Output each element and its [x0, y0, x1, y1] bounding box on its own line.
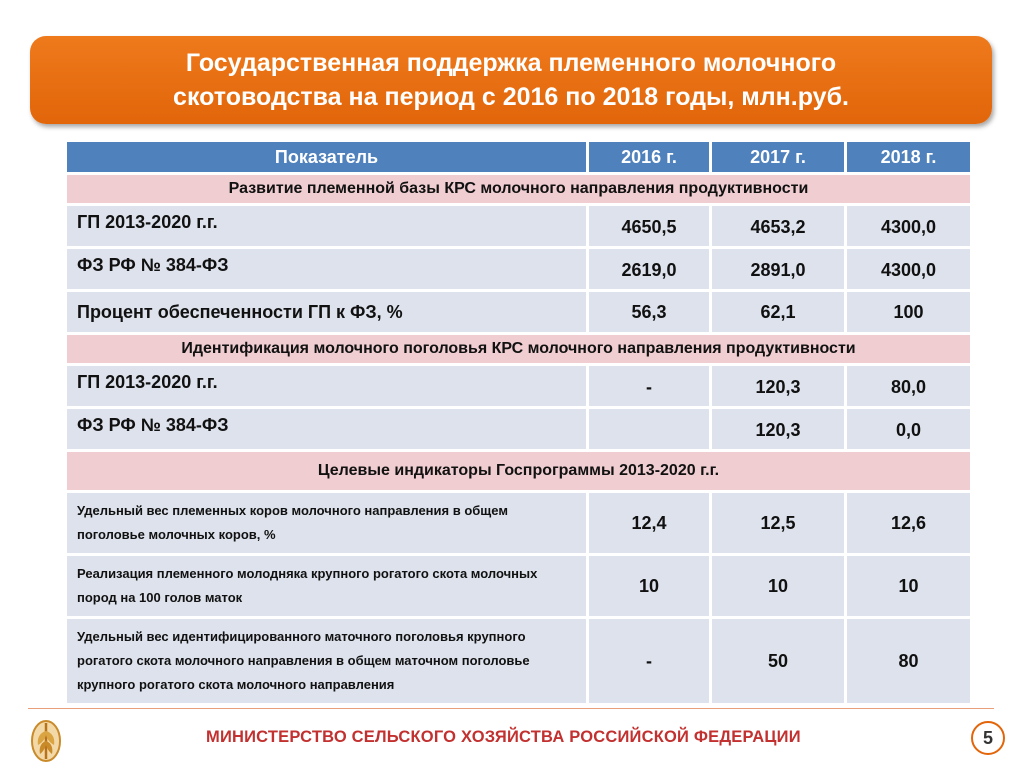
section-heading: Развитие племенной базы КРС молочного направления продуктивности: [67, 175, 970, 203]
row-value-2018: 12,6: [847, 493, 970, 553]
row-value-2017: 120,3: [712, 366, 844, 406]
table-header-row: [67, 142, 970, 172]
row-value-2018: 100: [847, 292, 970, 332]
header-2018: 2018 г.: [847, 142, 970, 172]
row-label: Реализация племенного молодняка крупного рогатого скота молочных пород на 100 голов маток: [67, 556, 586, 616]
row-value-2017: 50: [712, 619, 844, 703]
ministry-emblem-icon: [24, 713, 68, 765]
table-row: [67, 366, 970, 406]
table-row: [67, 292, 970, 332]
row-value-2018: 4300,0: [847, 249, 970, 289]
row-value-2017: 4653,2: [712, 206, 844, 246]
row-value-2018: 0,0: [847, 409, 970, 449]
section-heading: Целевые индикаторы Госпрограммы 2013-2020 г.г.: [67, 452, 970, 490]
row-value-2018: 10: [847, 556, 970, 616]
row-value-2018: 4300,0: [847, 206, 970, 246]
table-row: [67, 409, 970, 449]
row-value-2016: [589, 409, 709, 449]
support-table: [64, 139, 973, 706]
header-indicator: Показатель: [67, 142, 586, 172]
section-heading-row: [67, 335, 970, 363]
row-label: Удельный вес идентифицированного маточного поголовья крупного рогатого скота молочного направления в общем маточном поголовье крупного рогатого скота молочного направления: [67, 619, 586, 703]
header-2016: 2016 г.: [589, 142, 709, 172]
row-label: Удельный вес племенных коров молочного направления в общем поголовье молочных коров, %: [67, 493, 586, 553]
table-row: [67, 556, 970, 616]
row-value-2017: 2891,0: [712, 249, 844, 289]
row-label: ГП 2013-2020 г.г.: [67, 366, 586, 406]
row-label: Процент обеспеченности ГП к ФЗ, %: [67, 292, 586, 332]
section-heading: Идентификация молочного поголовья КРС молочного направления продуктивности: [67, 335, 970, 363]
row-value-2016: -: [589, 366, 709, 406]
page-number-badge: 5: [971, 721, 1005, 755]
table-row: [67, 249, 970, 289]
row-value-2016: 2619,0: [589, 249, 709, 289]
footer-divider: [28, 708, 994, 709]
row-value-2016: -: [589, 619, 709, 703]
row-value-2016: 56,3: [589, 292, 709, 332]
row-value-2017: 12,5: [712, 493, 844, 553]
row-label: ФЗ РФ № 384-ФЗ: [67, 249, 586, 289]
row-value-2018: 80,0: [847, 366, 970, 406]
table-row: [67, 619, 970, 703]
row-value-2016: 4650,5: [589, 206, 709, 246]
row-value-2017: 10: [712, 556, 844, 616]
table-row: [67, 206, 970, 246]
section-heading-row: [67, 452, 970, 490]
row-label: ГП 2013-2020 г.г.: [67, 206, 586, 246]
slide-title-line-1: Государственная поддержка племенного молочного: [185, 49, 837, 77]
footer-ministry-name: МИНИСТЕРСТВО СЕЛЬСКОГО ХОЗЯЙСТВА РОССИЙСКОЙ ФЕДЕРАЦИИ: [206, 728, 801, 746]
section-heading-row: [67, 175, 970, 203]
row-value-2018: 80: [847, 619, 970, 703]
row-value-2016: 10: [589, 556, 709, 616]
row-value-2017: 62,1: [712, 292, 844, 332]
slide-title: [30, 36, 992, 124]
slide-title-line-2: скотоводства на период с 2016 по 2018 годы, млн.руб.: [173, 83, 849, 111]
row-label: ФЗ РФ № 384-ФЗ: [67, 409, 586, 449]
row-value-2017: 120,3: [712, 409, 844, 449]
table-row: [67, 493, 970, 553]
header-2017: 2017 г.: [712, 142, 844, 172]
row-value-2016: 12,4: [589, 493, 709, 553]
